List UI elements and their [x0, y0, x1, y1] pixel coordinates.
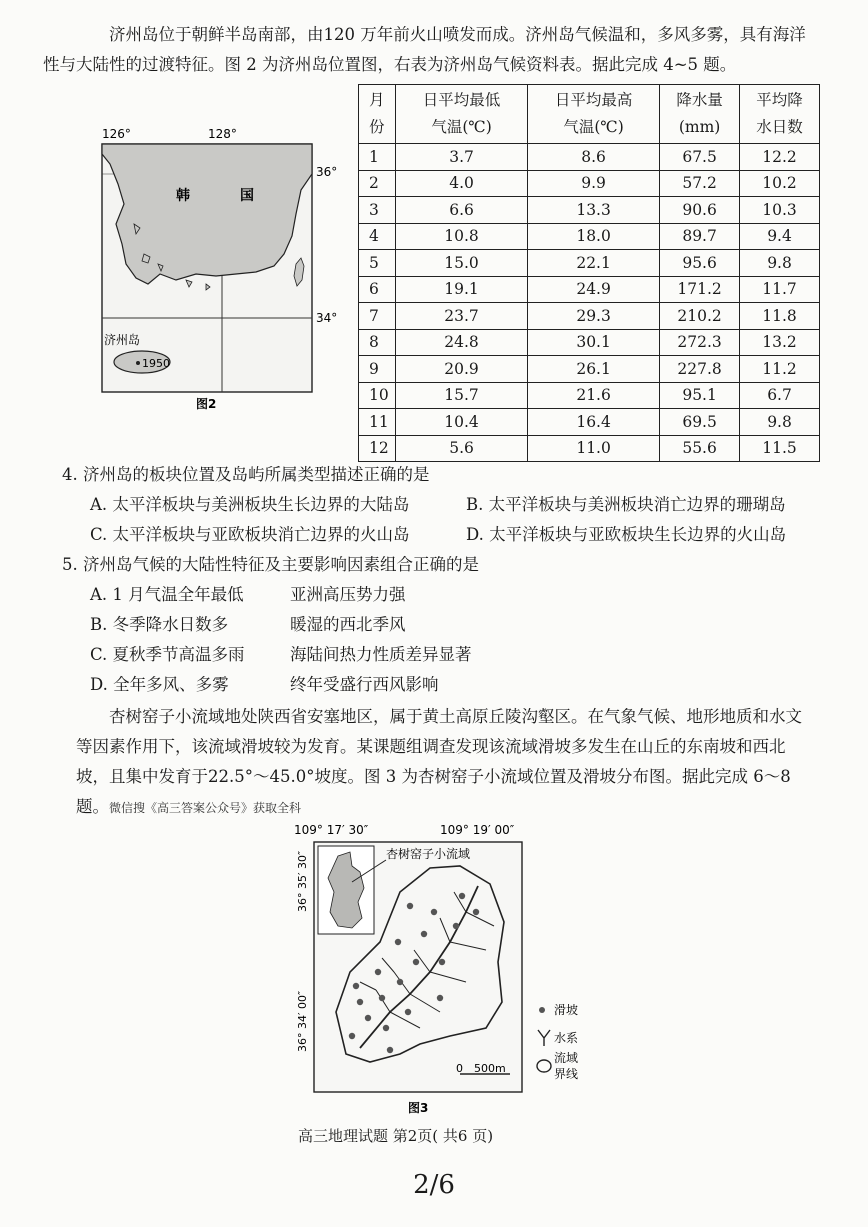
lat-34-label: 34° — [316, 311, 338, 325]
table-cell: 20.9 — [396, 356, 528, 383]
table-row — [359, 435, 820, 462]
q5-option-c-factor: 海陆间热力性质差异显著 — [290, 645, 472, 664]
table-cell: 2 — [359, 170, 396, 197]
q4-option-d[interactable]: D. 太平洋板块与亚欧板块生长边界的火山岛 — [466, 525, 787, 544]
figure-3-map — [290, 822, 610, 1122]
table-cell: 9.8 — [740, 409, 820, 436]
table-cell: 9.8 — [740, 250, 820, 277]
question-5-stem: 5. 济州岛气候的大陆性特征及主要影响因素组合正确的是 — [62, 555, 479, 574]
table-cell: 55.6 — [660, 435, 740, 462]
header-max-temp: 日平均最高 气温(℃) — [528, 85, 660, 144]
page-number: 2/6 — [413, 1170, 455, 1200]
table-cell: 67.5 — [660, 144, 740, 171]
intro2-line-4: 题。 — [76, 797, 109, 816]
table-cell: 11.8 — [740, 303, 820, 330]
table-cell: 10.4 — [396, 409, 528, 436]
table-cell: 12.2 — [740, 144, 820, 171]
table-cell: 11.5 — [740, 435, 820, 462]
table-row — [359, 223, 820, 250]
table-cell: 3.7 — [396, 144, 528, 171]
q5-option-b-factor: 暖湿的西北季风 — [290, 615, 406, 634]
table-row — [359, 197, 820, 224]
table-row — [359, 276, 820, 303]
table-cell: 10 — [359, 382, 396, 409]
figure-2-caption: 图2 — [196, 397, 217, 411]
header-precipitation: 降水量 (mm) — [660, 85, 740, 144]
table-row — [359, 170, 820, 197]
table-cell: 90.6 — [660, 197, 740, 224]
table-cell: 15.0 — [396, 250, 528, 277]
table-cell: 16.4 — [528, 409, 660, 436]
table-cell: 8 — [359, 329, 396, 356]
table-cell: 272.3 — [660, 329, 740, 356]
legend-landslide: 滑坡 — [554, 1003, 579, 1017]
watermark-text: 微信搜《高三答案公众号》获取全科 — [109, 801, 302, 815]
table-cell: 11 — [359, 409, 396, 436]
table-cell: 69.5 — [660, 409, 740, 436]
table-cell: 8.6 — [528, 144, 660, 171]
korea-label-1: 韩 — [176, 188, 190, 204]
jeju-label: 济州岛 — [104, 333, 141, 347]
table-cell: 11.0 — [528, 435, 660, 462]
q5-option-d-factor: 终年受盛行西风影响 — [290, 675, 439, 694]
lon-right-label: 109° 19′ 00″ — [440, 823, 515, 837]
table-cell: 9 — [359, 356, 396, 383]
table-cell: 95.6 — [660, 250, 740, 277]
q5-option-b[interactable]: B. 冬季降水日数多 — [90, 615, 229, 634]
table-cell: 3 — [359, 197, 396, 224]
figure-2-map — [96, 124, 338, 414]
table-row — [359, 382, 820, 409]
table-cell: 4 — [359, 223, 396, 250]
table-cell: 10.8 — [396, 223, 528, 250]
table-row — [359, 329, 820, 356]
intro2-line-2: 等因素作用下，该流域滑坡较为发育。某课题组调查发现该流域滑坡多发生在山丘的东南坡和西北 — [76, 737, 786, 756]
scale-label: 500m — [474, 1062, 506, 1075]
table-cell: 9.9 — [528, 170, 660, 197]
intro2-line-1: 杏树窑子小流域地处陕西省安塞地区，属于黄土高原丘陵沟壑区。在气象气候、地形地质和水文 — [109, 707, 802, 726]
q5-option-d[interactable]: D. 全年多风、多雾 — [90, 675, 229, 694]
intro2-line-3: 坡，且集中发育于22.5°～45.0°坡度。图 3 为杏树窑子小流域位置及滑坡分布图。据此完成 6～8 — [76, 767, 791, 786]
intro-line-2: 性与大陆性的过渡特征。图 2 为济州岛位置图，右表为济州岛气候资料表。据此完成 4~5 题。 — [43, 55, 737, 74]
q4-option-c[interactable]: C. 太平洋板块与亚欧板块消亡边界的火山岛 — [90, 525, 410, 544]
lon-128-label: 128° — [208, 127, 237, 141]
table-cell: 5 — [359, 250, 396, 277]
table-row — [359, 356, 820, 383]
q5-option-c[interactable]: C. 夏秋季节高温多雨 — [90, 645, 245, 664]
table-cell: 227.8 — [660, 356, 740, 383]
table-cell: 24.9 — [528, 276, 660, 303]
table-row — [359, 250, 820, 277]
table-cell: 1 — [359, 144, 396, 171]
lon-left-label: 109° 17′ 30″ — [294, 823, 369, 837]
table-cell: 171.2 — [660, 276, 740, 303]
question-4-stem: 4. 济州岛的板块位置及岛屿所属类型描述正确的是 — [62, 465, 430, 484]
table-cell: 9.4 — [740, 223, 820, 250]
lat-mid-label: 36° 34′ 00″ — [296, 990, 309, 1052]
table-cell: 18.0 — [528, 223, 660, 250]
table-cell: 7 — [359, 303, 396, 330]
table-cell: 30.1 — [528, 329, 660, 356]
table-cell: 26.1 — [528, 356, 660, 383]
table-cell: 11.7 — [740, 276, 820, 303]
scale-zero: 0 — [456, 1062, 463, 1075]
q5-option-a[interactable]: A. 1 月气温全年最低 — [90, 585, 244, 604]
table-cell: 29.3 — [528, 303, 660, 330]
table-cell: 12 — [359, 435, 396, 462]
table-cell: 6.6 — [396, 197, 528, 224]
basin-label: 杏树窑子小流域 — [386, 847, 471, 861]
table-cell: 10.3 — [740, 197, 820, 224]
table-cell: 22.1 — [528, 250, 660, 277]
legend-water: 水系 — [554, 1031, 579, 1045]
lat-top-label: 36° 35′ 30″ — [296, 850, 309, 912]
table-cell: 5.6 — [396, 435, 528, 462]
page-footer: 高三地理试题 第2页( 共6 页) — [298, 1127, 494, 1145]
legend-boundary-1: 流域 — [554, 1051, 579, 1065]
table-cell: 10.2 — [740, 170, 820, 197]
table-cell: 6 — [359, 276, 396, 303]
header-min-temp: 日平均最低 气温(℃) — [396, 85, 528, 144]
header-rain-days: 平均降 水日数 — [740, 85, 820, 144]
lon-126-label: 126° — [102, 127, 131, 141]
table-cell: 57.2 — [660, 170, 740, 197]
table-cell: 210.2 — [660, 303, 740, 330]
table-cell: 89.7 — [660, 223, 740, 250]
table-cell: 21.6 — [528, 382, 660, 409]
table-row — [359, 303, 820, 330]
table-cell: 13.2 — [740, 329, 820, 356]
korea-label-2: 国 — [240, 188, 254, 204]
legend-boundary-2: 界线 — [554, 1067, 579, 1081]
lat-36-label: 36° — [316, 165, 338, 179]
table-cell: 4.0 — [396, 170, 528, 197]
climate-table — [358, 84, 820, 462]
table-row — [359, 409, 820, 436]
table-header-row — [359, 85, 820, 144]
q4-option-a[interactable]: A. 太平洋板块与美洲板块生长边界的大陆岛 — [90, 495, 410, 514]
intro-paragraph-1 — [43, 20, 822, 80]
table-cell: 23.7 — [396, 303, 528, 330]
q4-option-b[interactable]: B. 太平洋板块与美洲板块消亡边界的珊瑚岛 — [466, 495, 786, 514]
intro-line-1: 济州岛位于朝鲜半岛南部，由120 万年前火山喷发而成。济州岛气候温和，多风多雾，具有海洋 — [109, 25, 806, 44]
table-cell: 15.7 — [396, 382, 528, 409]
elevation-label: 1950 — [142, 357, 170, 370]
table-cell: 11.2 — [740, 356, 820, 383]
table-cell: 13.3 — [528, 197, 660, 224]
table-cell: 24.8 — [396, 329, 528, 356]
table-cell: 95.1 — [660, 382, 740, 409]
header-month: 月 份 — [359, 85, 396, 144]
figure-3-caption: 图3 — [408, 1101, 429, 1115]
q5-option-a-factor: 亚洲高压势力强 — [290, 585, 406, 604]
intro-paragraph-2 — [76, 702, 822, 823]
table-cell: 6.7 — [740, 382, 820, 409]
table-cell: 19.1 — [396, 276, 528, 303]
table-row — [359, 144, 820, 171]
